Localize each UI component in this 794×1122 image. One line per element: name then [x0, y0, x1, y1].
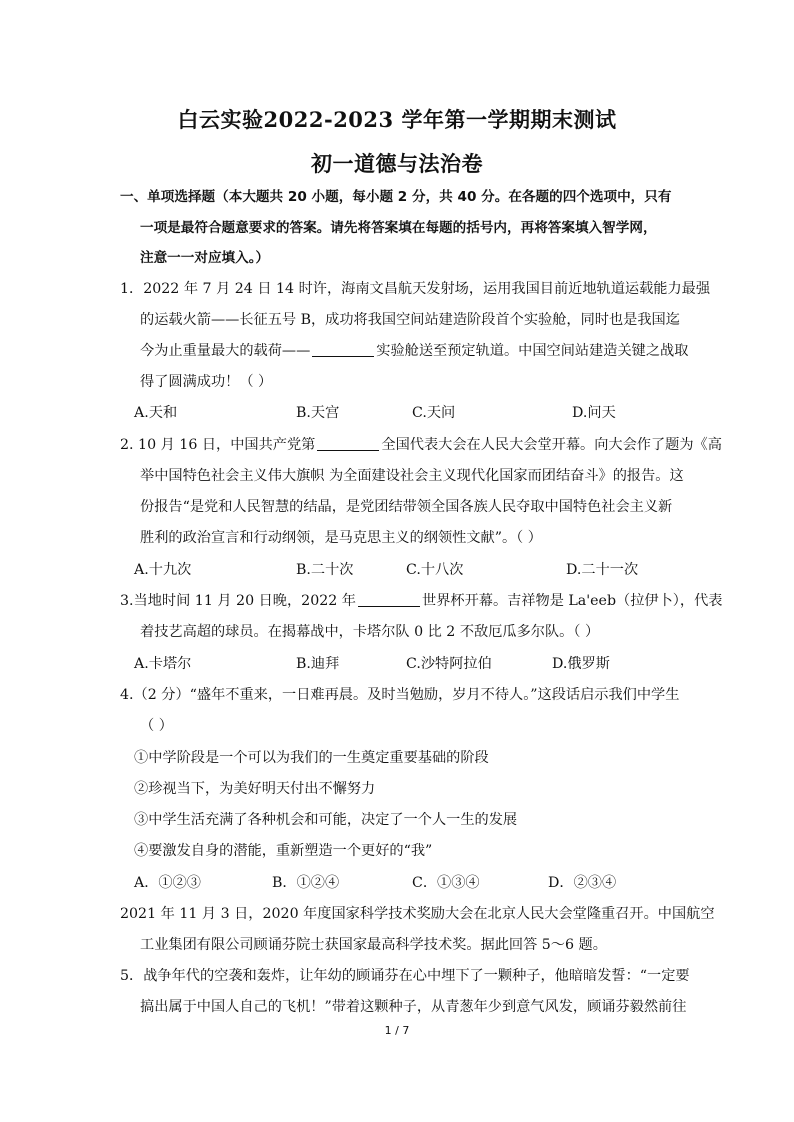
section-instruction-line-1: 一、单项选择题（本大题共 20 小题，每小题 2 分，共 40 分。在各题的四个选项中，只有	[120, 189, 672, 205]
exam-subtitle: 初一道德与法治卷	[311, 151, 483, 176]
q1-line-4: 得了圆满成功！（ ）	[140, 374, 273, 390]
q3-option-d[interactable]: D.俄罗斯	[552, 656, 610, 672]
q3-line-1	[120, 592, 722, 610]
q1-option-d[interactable]: D.问天	[572, 405, 616, 421]
q2-line-1	[120, 436, 722, 454]
q4-option-d[interactable]: D．②③④	[548, 875, 617, 891]
q2-line-1-end: 全国代表大会在人民大会堂开幕。向大会作了题为《高	[381, 437, 722, 453]
q1-line-3-end: 实验舱送至预定轨道。中国空间站建造关键之战取	[376, 343, 689, 359]
q1-line-3-start: 今为止重量最大的载荷——	[140, 343, 311, 359]
exam-title: 白云实验2022-2023 学年第一学期期末测试	[177, 107, 617, 132]
material-line-1: 2021 年 11 月 3 日，2020 年度国家科学技术奖励大会在北京人民大会堂隆重召开。中国航空	[120, 906, 715, 922]
section-instruction-line-2: 一项是最符合题意要求的答案。请先将答案填在每题的括号内，再将答案填入智学网，	[140, 220, 657, 236]
page-number: 1 / 7	[384, 1024, 410, 1037]
q3-line-1-start: 3.当地时间 11 月 20 日晚，2022 年	[120, 593, 356, 609]
q4-statement-4: ④要激发自身的潜能，重新塑造一个更好的“我”	[134, 843, 433, 859]
q2-answer-blank[interactable]	[317, 436, 379, 451]
q1-option-c[interactable]: C.天问	[412, 405, 456, 421]
q3-line-2: 着技艺高超的球员。在揭幕战中，卡塔尔队 0 比 2 不敌厄瓜多尔队。（ ）	[140, 624, 600, 640]
q2-line-4: 胜利的政治宣言和行动纲领，是马克思主义的纲领性文献”。（ ）	[140, 530, 542, 546]
q3-answer-blank[interactable]	[358, 592, 420, 607]
q4-line-1: 4.（2 分）“盛年不重来，一日难再晨。及时当勉励，岁月不待人。”这段话启示我们中学生	[120, 687, 680, 703]
q2-line-1-start: 2. 10 月 16 日，中国共产党第	[120, 437, 316, 453]
q1-line-3	[140, 342, 688, 360]
q3-option-b[interactable]: B.迪拜	[296, 656, 340, 672]
q5-line-1: 5．战争年代的空袭和轰炸，让年幼的顾诵芬在心中埋下了一颗种子，他暗暗发誓：“一定要	[120, 968, 690, 984]
q4-statement-1: ①中学阶段是一个可以为我们的一生奠定重要基础的阶段	[134, 750, 489, 766]
material-line-2: 工业集团有限公司顾诵芬院士获国家最高科学技术奖。据此回答 5～6 题。	[140, 937, 607, 953]
q4-option-b[interactable]: B．①②④	[272, 875, 340, 891]
q2-option-b[interactable]: B.二十次	[296, 562, 354, 578]
q2-line-2: 举中国特色社会主义伟大旗帜 为全面建设社会主义现代化国家而团结奋斗》的报告。这	[140, 468, 684, 484]
q3-line-1-end: 世界杯开幕。吉祥物是 La'eeb（拉伊卜），代表	[422, 593, 723, 609]
q4-statement-3: ③中学生活充满了各种机会和可能，决定了一个人一生的发展	[134, 812, 518, 828]
q4-option-a[interactable]: A．①②③	[134, 875, 201, 891]
q1-line-2: 的运载火箭——长征五号 B，成功将我国空间站建造阶段首个实验舱，同时也是我国迄	[140, 312, 680, 328]
q1-option-b[interactable]: B.天宫	[296, 405, 340, 421]
q4-option-c[interactable]: C．①③④	[412, 875, 480, 891]
q2-option-d[interactable]: D.二十一次	[566, 562, 639, 578]
q2-option-a[interactable]: A.十九次	[134, 562, 192, 578]
q1-option-a[interactable]: A.天和	[134, 405, 178, 421]
q3-option-c[interactable]: C.沙特阿拉伯	[406, 656, 492, 672]
q1-answer-blank[interactable]	[312, 342, 374, 357]
q2-line-3: 份报告“是党和人民智慧的结晶，是党团结带领全国各族人民夺取中国特色社会主义新	[140, 499, 673, 515]
q5-line-2: 搞出属于中国人自己的飞机！”带着这颗种子，从青葱年少到意气风发，顾诵芬毅然前往	[140, 999, 687, 1015]
q3-option-a[interactable]: A.卡塔尔	[134, 656, 192, 672]
q4-statement-2: ②珍视当下，为美好明天付出不懈努力	[134, 781, 376, 797]
q4-line-2: （ ）	[140, 718, 173, 734]
q2-option-c[interactable]: C.十八次	[406, 562, 464, 578]
q1-line-1: 1．2022 年 7 月 24 日 14 时许，海南文昌航天发射场，运用我国目前近地轨道运载能力最强	[120, 281, 711, 297]
section-instruction-line-3: 注意一一对应填入。）	[140, 250, 270, 266]
